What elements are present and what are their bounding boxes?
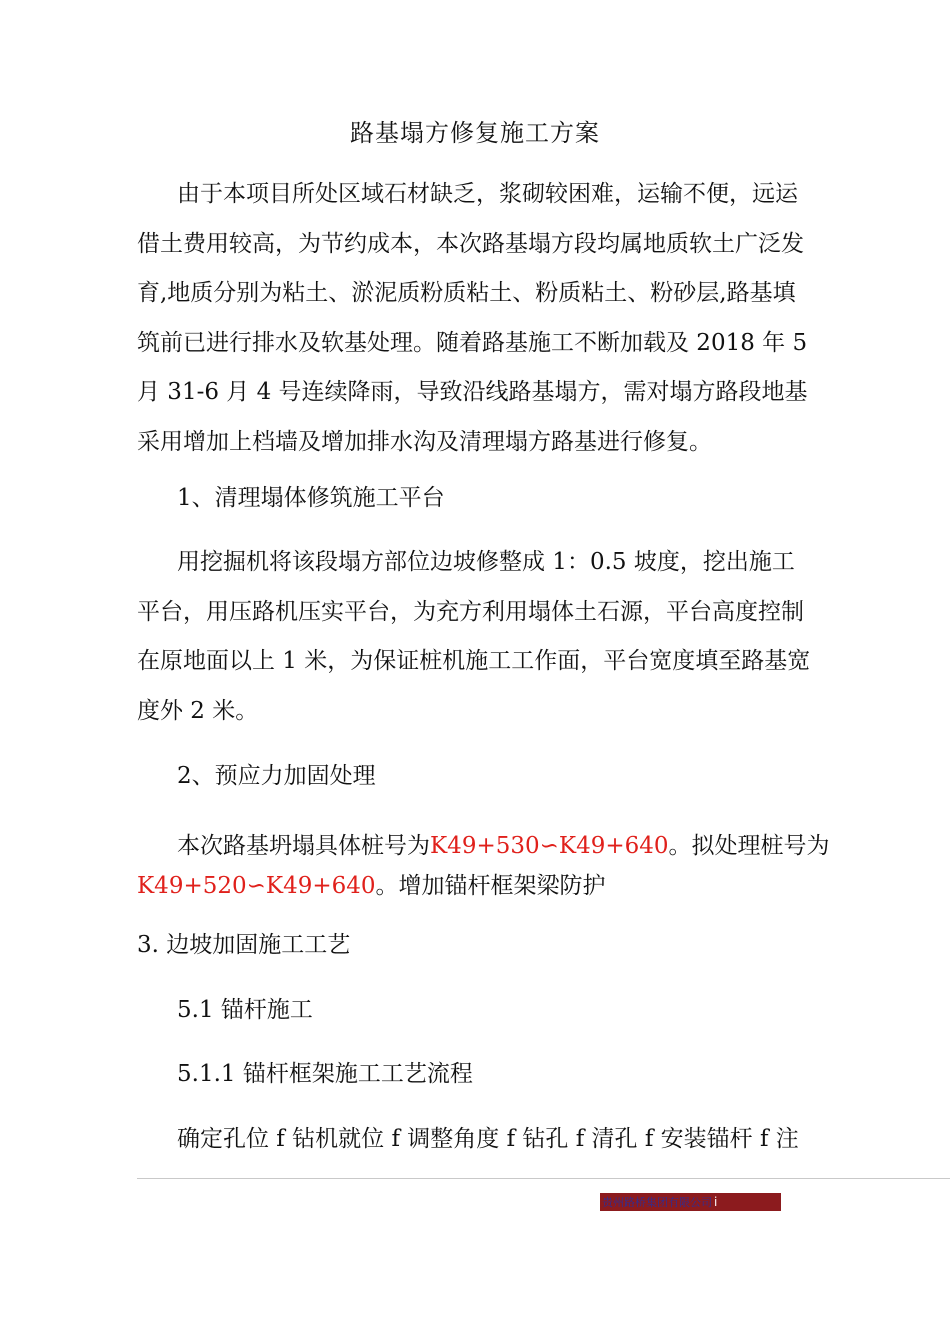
- footer-divider: [137, 1178, 950, 1179]
- footer-company-tag: [600, 1193, 781, 1211]
- intro-paragraph: [137, 170, 817, 467]
- document-title: 路基塌方修复施工方案: [350, 119, 600, 147]
- section-2-heading: 2、预应力加固处理: [177, 763, 376, 789]
- section-1-line: 度外 2 米。: [137, 697, 259, 724]
- intro-line: 育,地质分别为粘土、淤泥质粉质粘土、粉质粘土、粉砂层,路基填: [137, 280, 796, 306]
- process-flow-line: 确定孔位 f 钻机就位 f 调整角度 f 钻孔 f 清孔 f 安装锚杆 f 注: [177, 1126, 799, 1152]
- intro-line: 筑前已进行排水及软基处理。随着路基施工不断加载及 2018 年 5: [137, 329, 808, 356]
- subsection-5-1-heading: 5.1 锚杆施工: [177, 997, 313, 1023]
- intro-line: 月 31-6 月 4 号连续降雨，导致沿线路基塌方，需对塌方路段地基: [137, 379, 808, 405]
- intro-line: 采用增加上档墙及增加排水沟及清理塌方路基进行修复。: [137, 428, 712, 455]
- section-3-heading: 3. 边坡加固施工工艺: [137, 932, 351, 958]
- footer-company-text: 贵州路桥集团有限公司: [602, 1196, 712, 1209]
- section-1-heading: 1、清理塌体修筑施工平台: [177, 485, 445, 511]
- intro-line: 借土费用较高，为节约成本，本次路基塌方段均属地质软土广泛发: [137, 230, 804, 257]
- section-1-paragraph: [137, 538, 817, 736]
- section-2-line-1: [137, 826, 830, 866]
- stake-range-treated: K49+520∽K49+640: [137, 873, 376, 899]
- section-2-paragraph: [137, 826, 830, 906]
- section-1-line: 平台，用压路机压实平台，为充方利用塌体土石源，平台高度控制: [137, 598, 804, 625]
- intro-line: 由于本项目所处区域石材缺乏，浆砌较困难，运输不便，远运: [177, 181, 798, 207]
- subsection-5-1-1-heading: 5.1.1 锚杆框架施工工艺流程: [177, 1061, 473, 1087]
- section-1-line: 在原地面以上 1 米，为保证桩机施工工作面，平台宽度填至路基宽: [137, 648, 811, 674]
- section-1-line: 用挖掘机将该段塌方部位边坡修整成 1：0.5 坡度，挖出施工: [177, 549, 795, 575]
- section-2-prefix: 本次路基坍塌具体桩号为: [177, 833, 430, 859]
- section-2-middle: 。拟处理桩号为: [668, 833, 830, 859]
- section-2-line-2: [137, 866, 817, 906]
- footer-page-marker: i: [714, 1195, 718, 1209]
- section-2-suffix: 。增加锚杆框架梁防护: [375, 873, 606, 899]
- stake-range-current: K49+530∽K49+640: [430, 833, 669, 859]
